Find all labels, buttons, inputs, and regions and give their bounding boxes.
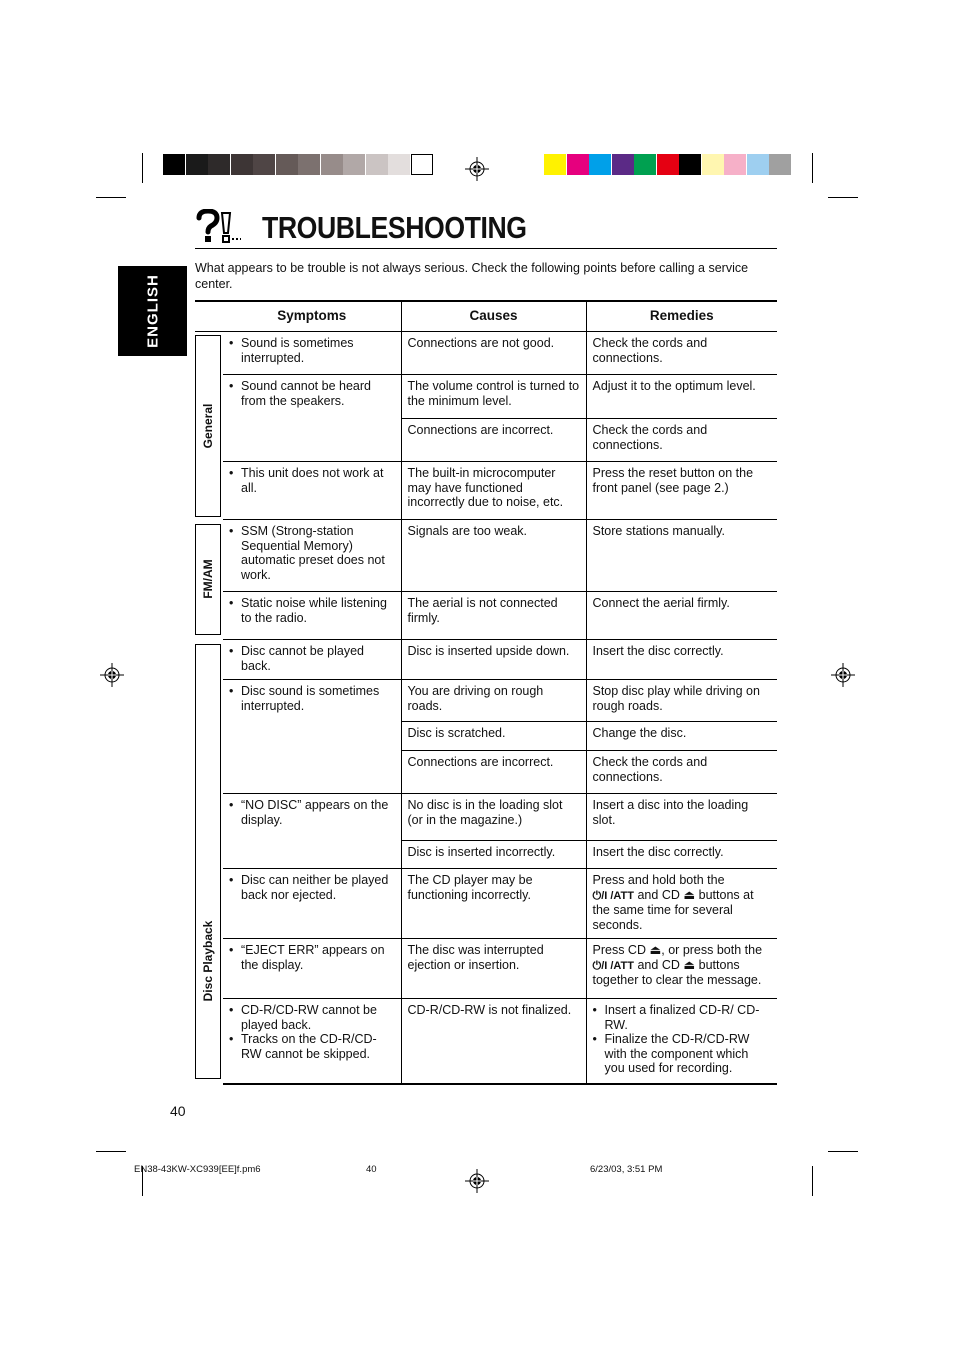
question-exclamation-icon: [195, 209, 243, 243]
symptom-cell: [223, 939, 401, 999]
table-row: [195, 375, 777, 419]
page-number: 40: [170, 1103, 186, 1119]
category-label: Disc Playback: [200, 920, 215, 1001]
symptom-text: • Sound is sometimes interrupted.: [241, 336, 395, 365]
symptom-cell: [223, 640, 401, 680]
header-spacer: [195, 301, 223, 332]
footer-page: 40: [366, 1164, 377, 1175]
remedy-cell: Insert the disc correctly.: [586, 841, 777, 869]
symptom-cell: [223, 520, 401, 592]
category-general: [195, 335, 221, 517]
color-swatch: [411, 154, 433, 175]
table-header-row: [195, 301, 777, 332]
category-label: FM/AM: [200, 559, 215, 599]
cause-cell: The built-in microcomputer may have functioned incorrectly due to noise, etc.: [401, 462, 586, 520]
remedy-text: and CD: [637, 957, 680, 972]
color-swatch: [724, 154, 746, 175]
crop-mark: [812, 153, 813, 183]
remedy-cell: Store stations manually.: [586, 520, 777, 592]
cause-cell: Signals are too weak.: [401, 520, 586, 592]
crop-mark: [142, 153, 143, 183]
color-swatch: [567, 154, 589, 175]
cause-cell: Disc is scratched.: [401, 722, 586, 751]
power-att-icon: ⏻/I /ATT: [592, 959, 634, 972]
color-swatch: [276, 154, 298, 175]
remedy-text: Press and hold both the: [592, 873, 725, 887]
color-swatch: [679, 154, 701, 175]
color-swatch: [589, 154, 611, 175]
crop-mark: [96, 197, 126, 198]
remedy-text: and CD: [637, 887, 680, 902]
registration-mark-icon: [100, 663, 124, 687]
table-row: [195, 332, 777, 375]
color-swatch: [747, 154, 769, 175]
eject-icon: ⏏: [649, 943, 662, 957]
cause-cell: The aerial is not connected firmly.: [401, 592, 586, 640]
remedy-text: • Finalize the CD-R/CD-RW with the component which you used for recording.: [605, 1032, 772, 1076]
remedy-cell: Check the cords and connections.: [586, 419, 777, 462]
troubleshooting-table: [195, 300, 777, 1085]
crop-mark: [96, 1151, 126, 1152]
intro-paragraph: What appears to be trouble is not always serious. Check the following points before calling a service center.: [195, 261, 749, 291]
remedy-text: • Insert a finalized CD-R/ CD-RW.: [605, 1003, 772, 1032]
symptom-text: • Tracks on the CD-R/CD-RW cannot be skipped.: [241, 1032, 395, 1061]
color-swatch: [343, 154, 365, 175]
cause-cell: You are driving on rough roads.: [401, 680, 586, 722]
color-swatch: [634, 154, 656, 175]
symptom-text: • Static noise while listening to the radio.: [241, 596, 395, 625]
cause-cell: Connections are incorrect.: [401, 419, 586, 462]
remedy-cell: Connect the aerial firmly.: [586, 592, 777, 640]
cause-cell: Disc is inserted incorrectly.: [401, 841, 586, 869]
crop-mark: [812, 1166, 813, 1196]
registration-mark-icon: [465, 1169, 489, 1193]
crop-mark: [828, 1151, 858, 1152]
color-swatch: [208, 154, 230, 175]
table-row: [195, 462, 777, 520]
symptom-cell: [223, 999, 401, 1084]
symptom-text: • This unit does not work at all.: [241, 466, 395, 495]
symptom-cell: [223, 592, 401, 640]
remedy-text: buttons together to clear the message.: [592, 957, 762, 987]
cause-cell: The disc was interrupted ejection or insertion.: [401, 939, 586, 999]
category-label: General: [200, 403, 215, 449]
color-swatch: [612, 154, 634, 175]
header-symptoms: Symptoms: [223, 301, 401, 332]
language-tab: [118, 266, 187, 356]
crop-mark: [828, 197, 858, 198]
category-cell: [195, 640, 223, 1084]
table-row: [195, 520, 777, 592]
color-swatch: [544, 154, 566, 175]
color-swatch: [186, 154, 208, 175]
table-row: [195, 869, 777, 939]
remedy-cell: Adjust it to the optimum level.: [586, 375, 777, 419]
color-swatch: [321, 154, 343, 175]
symptom-text: • SSM (Strong-station Sequential Memory) automatic preset does not work.: [241, 524, 395, 582]
header-causes: Causes: [401, 301, 586, 332]
registration-mark-icon: [465, 157, 489, 181]
symptom-text: • Disc can neither be played back nor ejected.: [241, 873, 395, 902]
remedy-cell: Change the disc.: [586, 722, 777, 751]
symptom-cell: [223, 869, 401, 939]
remedy-text: , or press both the: [661, 943, 763, 957]
cause-cell: Disc is inserted upside down.: [401, 640, 586, 680]
remedy-cell: Insert the disc correctly.: [586, 640, 777, 680]
category-fm-am: [195, 524, 221, 635]
color-swatch: [657, 154, 679, 175]
color-swatch: [163, 154, 185, 175]
footer-date: 6/23/03, 3:51 PM: [590, 1164, 663, 1175]
symptom-cell: [223, 375, 401, 462]
remedy-cell: [586, 869, 777, 939]
remedy-text: buttons at the same time for several seconds.: [592, 887, 754, 932]
remedy-cell: Press the reset button on the front panel (see page 2.): [586, 462, 777, 520]
eject-icon: ⏏: [683, 887, 696, 902]
registration-mark-icon: [831, 663, 855, 687]
table-row: [195, 640, 777, 680]
title-divider: [195, 248, 777, 249]
remedy-cell: [586, 999, 777, 1084]
symptom-text: • Disc cannot be played back.: [241, 644, 395, 673]
language-tab-label: ENGLISH: [144, 274, 161, 348]
color-swatch: [231, 154, 253, 175]
power-att-icon: ⏻/I /ATT: [592, 889, 634, 902]
table-row: [195, 680, 777, 722]
remedy-cell: [586, 939, 777, 999]
symptom-cell: [223, 680, 401, 794]
remedy-text: Press CD: [592, 943, 646, 957]
cause-cell: The volume control is turned to the minimum level.: [401, 375, 586, 419]
symptom-text: • CD-R/CD-RW cannot be played back.: [241, 1003, 395, 1032]
table-row: [195, 999, 777, 1084]
remedy-cell: Check the cords and connections.: [586, 332, 777, 375]
page-title: TROUBLESHOOTING: [262, 210, 527, 245]
category-disc-playback: [195, 644, 221, 1079]
remedy-cell: Check the cords and connections.: [586, 751, 777, 794]
remedy-cell: Insert a disc into the loading slot.: [586, 794, 777, 841]
category-cell: [195, 520, 223, 640]
color-swatch: [253, 154, 275, 175]
color-swatch: [388, 154, 410, 175]
symptom-cell: [223, 794, 401, 869]
cause-cell: CD-R/CD-RW is not finalized.: [401, 999, 586, 1084]
cause-cell: Connections are incorrect.: [401, 751, 586, 794]
category-cell: [195, 332, 223, 520]
cause-cell: The CD player may be functioning incorrectly.: [401, 869, 586, 939]
table-row: [195, 794, 777, 841]
color-swatch: [769, 154, 791, 175]
symptom-cell: [223, 332, 401, 375]
symptom-text: • Sound cannot be heard from the speakers.: [241, 379, 395, 408]
cause-cell: Connections are not good.: [401, 332, 586, 375]
symptom-cell: [223, 462, 401, 520]
color-swatch: [366, 154, 388, 175]
table-row: [195, 939, 777, 999]
color-swatch: [702, 154, 724, 175]
symptom-text: • “NO DISC” appears on the display.: [241, 798, 395, 827]
color-swatch: [298, 154, 320, 175]
symptom-text: • “EJECT ERR” appears on the display.: [241, 943, 395, 972]
remedy-cell: Stop disc play while driving on rough roads.: [586, 680, 777, 722]
table-row: [195, 592, 777, 640]
cause-cell: No disc is in the loading slot (or in the magazine.): [401, 794, 586, 841]
symptom-text: • Disc sound is sometimes interrupted.: [241, 684, 395, 713]
eject-icon: ⏏: [683, 957, 696, 972]
footer-filename: EN38-43KW-XC939[EE]f.pm6: [134, 1164, 261, 1175]
header-remedies: Remedies: [586, 301, 777, 332]
